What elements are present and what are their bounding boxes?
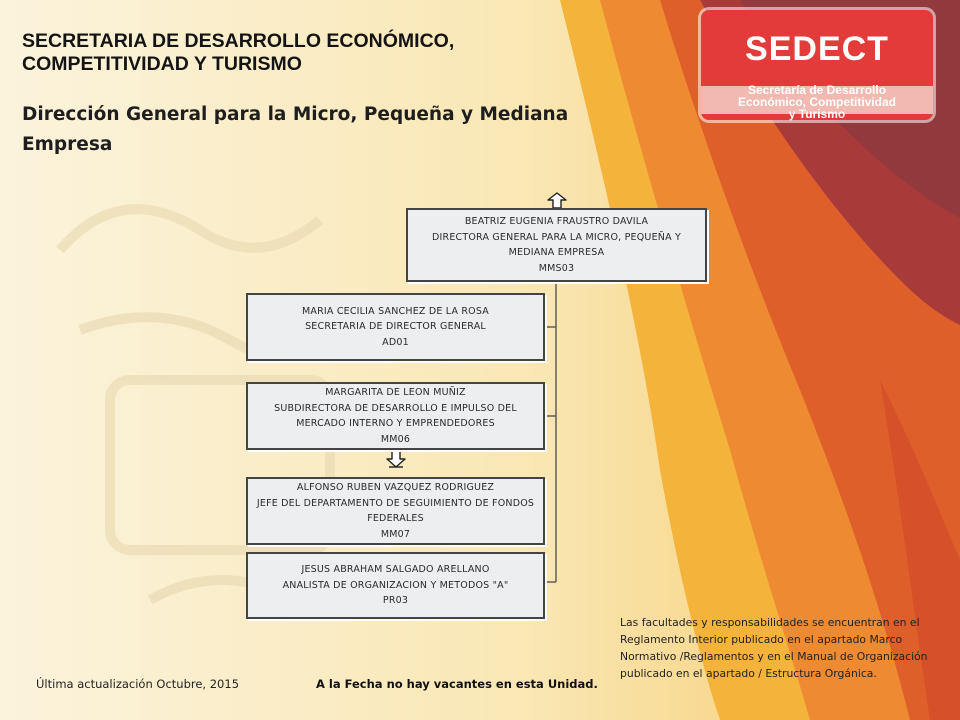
organization-title-line-2: COMPETITIVIDAD Y TURISMO — [22, 53, 302, 75]
logo-subtitle-line-1: Secretaría de Desarrollo — [747, 83, 887, 97]
node-secretaria-code: AD01 — [382, 336, 409, 348]
node-subdirectora-code: MM06 — [380, 433, 411, 445]
logo-subtitle-line-2: Económico, Competitividad — [737, 95, 896, 109]
logo-subtitle — [701, 84, 933, 120]
arrow-up-icon[interactable] — [547, 192, 567, 209]
node-director-title-1: DIRECTORA GENERAL PARA LA MICRO, PEQUEÑA Y — [432, 231, 681, 243]
organization-title-line-1: SECRETARIA DE DESARROLLO ECONÓMICO, — [22, 30, 455, 52]
logo-subtitle-line-3: y Turismo — [788, 107, 846, 121]
node-analista-name: JESUS ABRAHAM SALGADO ARELLANO — [301, 564, 490, 576]
node-analista-title: ANALISTA DE ORGANIZACION Y METODOS "A" — [282, 579, 509, 591]
node-subdirectora — [246, 382, 545, 450]
node-secretaria-name: MARIA CECILIA SANCHEZ DE LA ROSA — [302, 305, 489, 317]
node-jefe-departamento — [246, 477, 545, 545]
arrow-down-icon[interactable] — [386, 450, 406, 468]
node-subdirectora-name: MARGARITA DE LEON MUÑIZ — [325, 387, 466, 398]
sedect-logo — [701, 10, 933, 120]
logo-name: SEDECT — [745, 30, 889, 68]
node-analista-code: PR03 — [382, 595, 409, 607]
unit-title: Dirección General para la Micro, Pequeña y Mediana Empresa — [22, 104, 569, 155]
last-updated-text: Última actualización Octubre, 2015 — [36, 677, 240, 691]
node-jefe-title-1: JEFE DEL DEPARTAMENTO DE SEGUIMIENTO DE FONDOS — [256, 497, 535, 509]
node-secretaria — [246, 293, 545, 361]
node-director-title-2: MEDIANA EMPRESA — [508, 247, 605, 258]
node-subdirectora-title-1: SUBDIRECTORA DE DESARROLLO E IMPULSO DEL — [274, 402, 517, 414]
node-secretaria-title: SECRETARIA DE DIRECTOR GENERAL — [305, 321, 486, 333]
node-director-general — [406, 208, 707, 282]
node-jefe-name: ALFONSO RUBEN VAZQUEZ RODRIGUEZ — [296, 482, 495, 493]
responsibilities-note: Las facultades y responsabilidades se encuentran en el Reglamento Interior publicado en el apartado Marco Normativo /Reglamentos y en el Manual de Organización publicado en el apartado / Estructura Orgánica. — [620, 616, 928, 680]
node-director-code: MMS03 — [538, 262, 575, 274]
vacancies-text: A la Fecha no hay vacantes en esta Unidad. — [316, 677, 598, 691]
node-jefe-title-2: FEDERALES — [367, 513, 424, 524]
node-analista — [246, 552, 545, 619]
node-subdirectora-title-2: MERCADO INTERNO Y EMPRENDEDORES — [296, 418, 495, 429]
node-director-name: BEATRIZ EUGENIA FRAUSTRO DAVILA — [464, 216, 649, 227]
node-jefe-code: MM07 — [380, 528, 411, 540]
